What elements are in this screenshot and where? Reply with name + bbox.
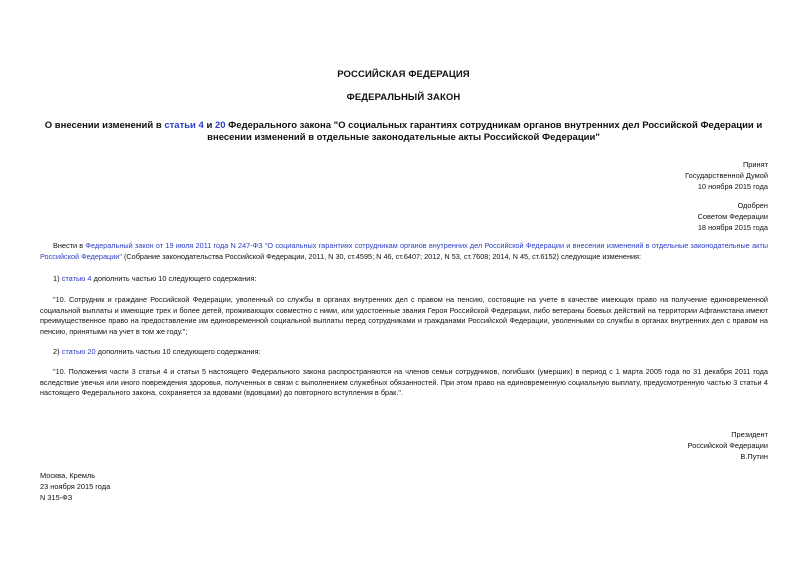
item2-number: 2) — [53, 347, 62, 356]
approved-line1: Одобрен — [737, 201, 768, 210]
adopted-line3: 10 ноября 2015 года — [697, 181, 768, 191]
signature-line3: В.Путин — [740, 451, 768, 461]
item1-text: дополнить частью 10 следующего содержания: — [91, 274, 257, 283]
law-title — [40, 120, 767, 144]
title-link-article-20[interactable]: 20 — [214, 120, 226, 131]
signature-line2: Российской Федерации — [687, 440, 768, 450]
doc-type-heading: ФЕДЕРАЛЬНЫЙ ЗАКОН — [346, 92, 461, 103]
item1-heading — [53, 274, 256, 285]
title-link-article-4[interactable]: статьи 4 — [164, 120, 204, 131]
item2-article-link[interactable]: статью 20 — [61, 347, 96, 356]
title-and: и — [203, 120, 215, 131]
title-prefix: О внесении изменений в — [44, 120, 165, 131]
title-rest: Федерального закона "О социальных гарантиях сотрудникам органов внутренних дел Российской Федерации и внесении изменений в отдельные законодательные акты Российской Федерации" — [207, 120, 763, 143]
footer-number: N 315-ФЗ — [40, 492, 73, 502]
footer-place: Москва, Кремль — [40, 471, 96, 480]
country-heading: РОССИЙСКАЯ ФЕДЕРАЦИЯ — [337, 69, 470, 80]
intro-paragraph — [40, 241, 768, 262]
signature-line1: Президент — [731, 430, 768, 439]
adopted-line1: Принят — [742, 160, 768, 169]
item2-text: дополнить частью 10 следующего содержания: — [95, 347, 261, 356]
item1-article-link[interactable]: статью 4 — [61, 274, 92, 283]
item1-number: 1) — [53, 274, 62, 283]
approved-line3: 18 ноября 2015 года — [697, 222, 768, 232]
signature-block — [688, 430, 768, 462]
adopted-line2: Государственной Думой — [685, 170, 768, 180]
item1-quote: "10. Сотрудник и граждане Российской Федерации, уволенный со службы в органах внутренних дел с правом на пенсию, состоящие на учете в качестве имеющих право на получение единовременной социальной выплаты и имеющие трех и более детей, проживающих совместно с ними, или удостоенные звания Героя Российской Федерации, либо ветераны боевых действий на территории Афганистана имеют преимущественное право на предоставление им единовременной социальной выплаты перед сотрудниками и гражданами Российской Федерации, уволенными со службы в органах внутренних дел с правом на пенсию, принятыми на учет в том же году."; — [40, 295, 768, 336]
footer-date: 23 ноября 2015 года — [40, 481, 111, 491]
intro-suffix: (Собрание законодательства Российской Федерации, 2011, N 30, ст.4595; N 46, ст.6407; 2012, N 53, ст.7608; 2014, N 45, ст.6152) следующие изменения: — [121, 251, 642, 261]
approved-line2: Советом Федерации — [697, 211, 768, 221]
approved-block — [698, 201, 768, 233]
intro-prefix: Внести в — [53, 241, 86, 250]
item2-quote: "10. Положения части 3 статьи 4 и статьи 5 настоящего Федерального закона распространяются на членов семьи сотрудников, погибших (умерших) в период с 1 марта 2005 года по 31 декабря 2011 года вследствие увечья или иного повреждения здоровья, полученных в связи с выполнением служебных обязанностей. При этом право на единовременную социальную выплату, предусмотренную частью 3 статьи 4 настоящего Федерального закона, сохраняется за вдовами (вдовцами) до повторного вступления в брак.". — [40, 367, 768, 398]
intro-law-link[interactable]: Федеральный закон от 19 июля 2011 года N 247-ФЗ "О социальных гарантиях сотрудникам органов внутренних дел Российской Федерации и внесении изменений в отдельные законодательные акты Российской Федерации" — [40, 241, 768, 261]
item2-heading — [53, 347, 261, 358]
footer-block — [40, 471, 110, 503]
adopted-block — [685, 160, 768, 192]
